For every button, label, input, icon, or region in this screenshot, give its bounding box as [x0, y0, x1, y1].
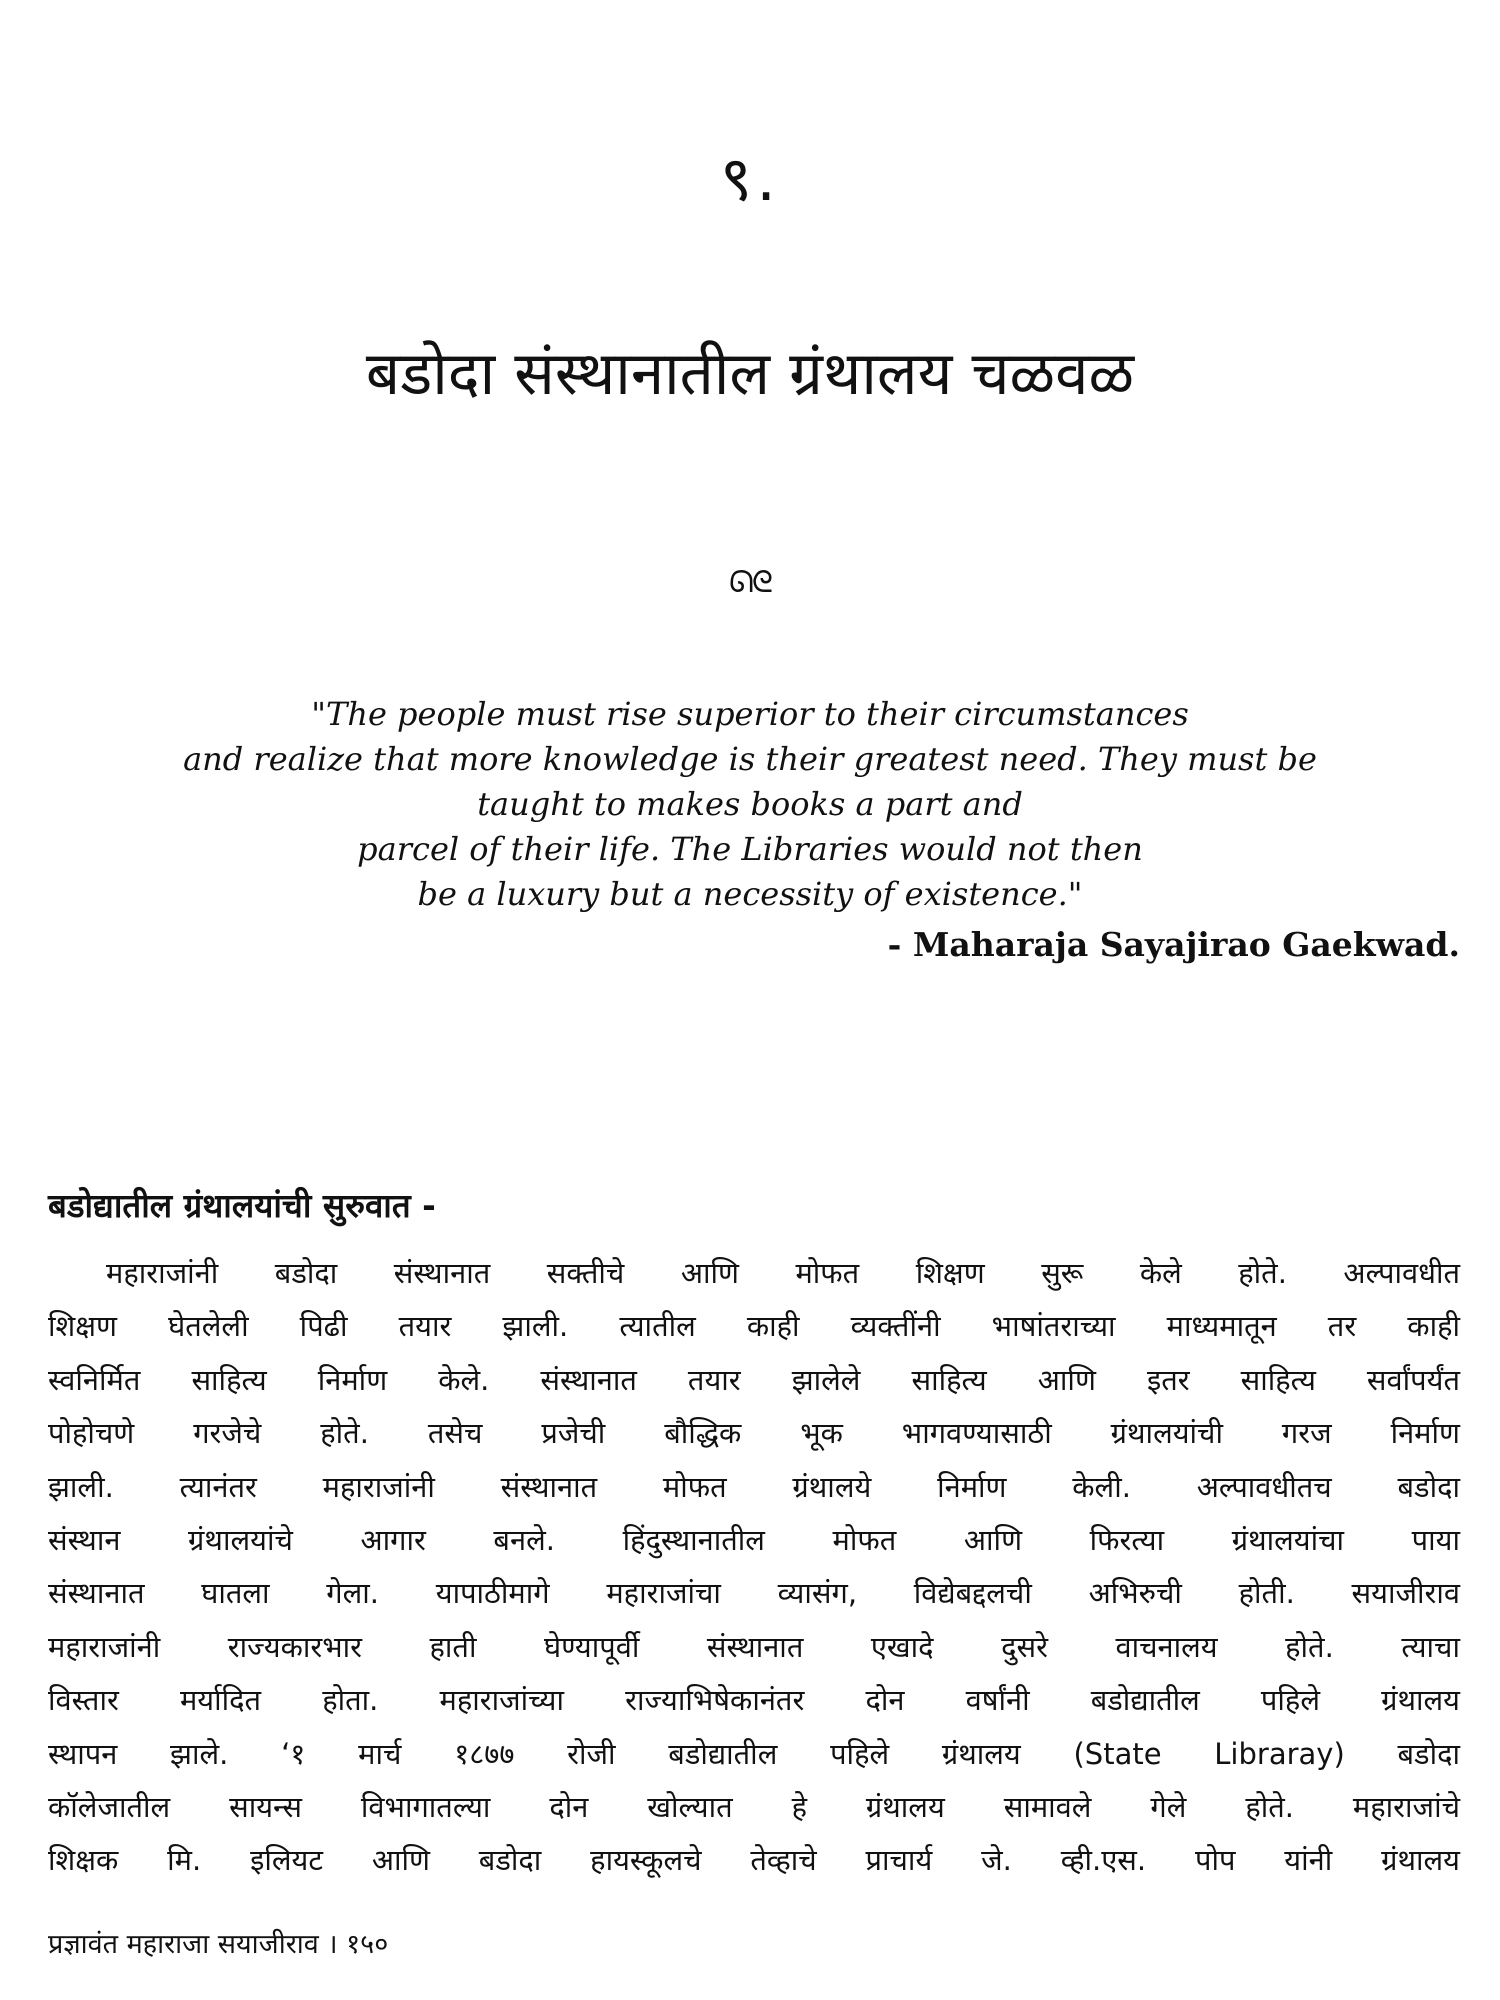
epigraph-attribution: - Maharaja Sayajirao Gaekwad. [887, 925, 1460, 964]
epigraph-line: be a luxury but a necessity of existence." [417, 875, 1083, 913]
paragraph-line: महाराजांनी बडोदा संस्थानात सक्तीचे आणि मोफत शिक्षण सुरू केले होते. अल्पावधीत [106, 1256, 1460, 1290]
paragraph-line: संस्थान ग्रंथालयांचे आगार बनले. हिंदुस्थानातील मोफत आणि फिरत्या ग्रंथालयांचा पाया [48, 1522, 1460, 1557]
paragraph-line: विस्तार मर्यादित होता. महाराजांच्या राज्याभिषेकानंतर दोन वर्षांनी बडोद्यातील पहिले ग्रंथालय [48, 1683, 1460, 1718]
epigraph-line: taught to makes books a part and [477, 785, 1023, 823]
paragraph-line: झाली. त्यानंतर महाराजांनी संस्थानात मोफत ग्रंथालये निर्माण केली. अल्पावधीतच बडोदा [48, 1469, 1460, 1504]
epigraph-line: and realize that more knowledge is their greatest need. They must be [183, 740, 1317, 778]
chapter-title: बडोदा संस्थानातील ग्रंथालय चळवळ [365, 339, 1135, 409]
chapter-number: ९. [720, 142, 780, 215]
paragraph-line: शिक्षण घेतलेली पिढी तयार झाली. त्यातील काही व्यक्तींनी भाषांतराच्या माध्यमातून तर काही [48, 1309, 1460, 1344]
paragraph-line: स्वनिर्मित साहित्य निर्माण केले. संस्थानात तयार झालेले साहित्य आणि इतर साहित्य सर्वांपर्यंत [48, 1362, 1460, 1397]
epigraph-line: parcel of their life. The Libraries would not then [357, 830, 1143, 868]
epigraph-line: "The people must rise superior to their circumstances [311, 695, 1189, 733]
paragraph-line: कॉलेजातील सायन्स विभागातल्या दोन खोल्यात हे ग्रंथालय सामावले गेले होते. महाराजांचे [48, 1789, 1460, 1824]
paragraph-line: स्थापन झाले. ‘१ मार्च १८७७ रोजी बडोद्यातील पहिले ग्रंथालय (State Libraray) बडोदा [48, 1736, 1460, 1771]
epigraph-quote [40, 692, 1460, 917]
paragraph-line: महाराजांनी राज्यकारभार हाती घेण्यापूर्वी संस्थानात एखादे दुसरे वाचनालय होते. त्याचा [48, 1629, 1460, 1664]
ornament-divider: ᘏᘓ [728, 565, 772, 600]
page-footer: प्रज्ञावंत महाराजा सयाजीराव । १५० [48, 1929, 389, 1960]
paragraph-line: पोहोचणे गरजेचे होते. तसेच प्रजेची बौद्धिक भूक भागवण्यासाठी ग्रंथालयांची गरज निर्माण [48, 1416, 1460, 1451]
paragraph-line: संस्थानात घातला गेला. यापाठीमागे महाराजांचा व्यासंग, विद्येबद्दलची अभिरुची होती. सयाजीराव [48, 1576, 1460, 1611]
body-paragraph [48, 1247, 1460, 1888]
paragraph-line: शिक्षक मि. इलियट आणि बडोदा हायस्कूलचे तेव्हाचे प्राचार्य जे. व्ही.एस. पोप यांनी ग्रंथालय [48, 1843, 1460, 1878]
section-heading: बडोद्यातील ग्रंथालयांची सुरुवात - [48, 1186, 436, 1225]
